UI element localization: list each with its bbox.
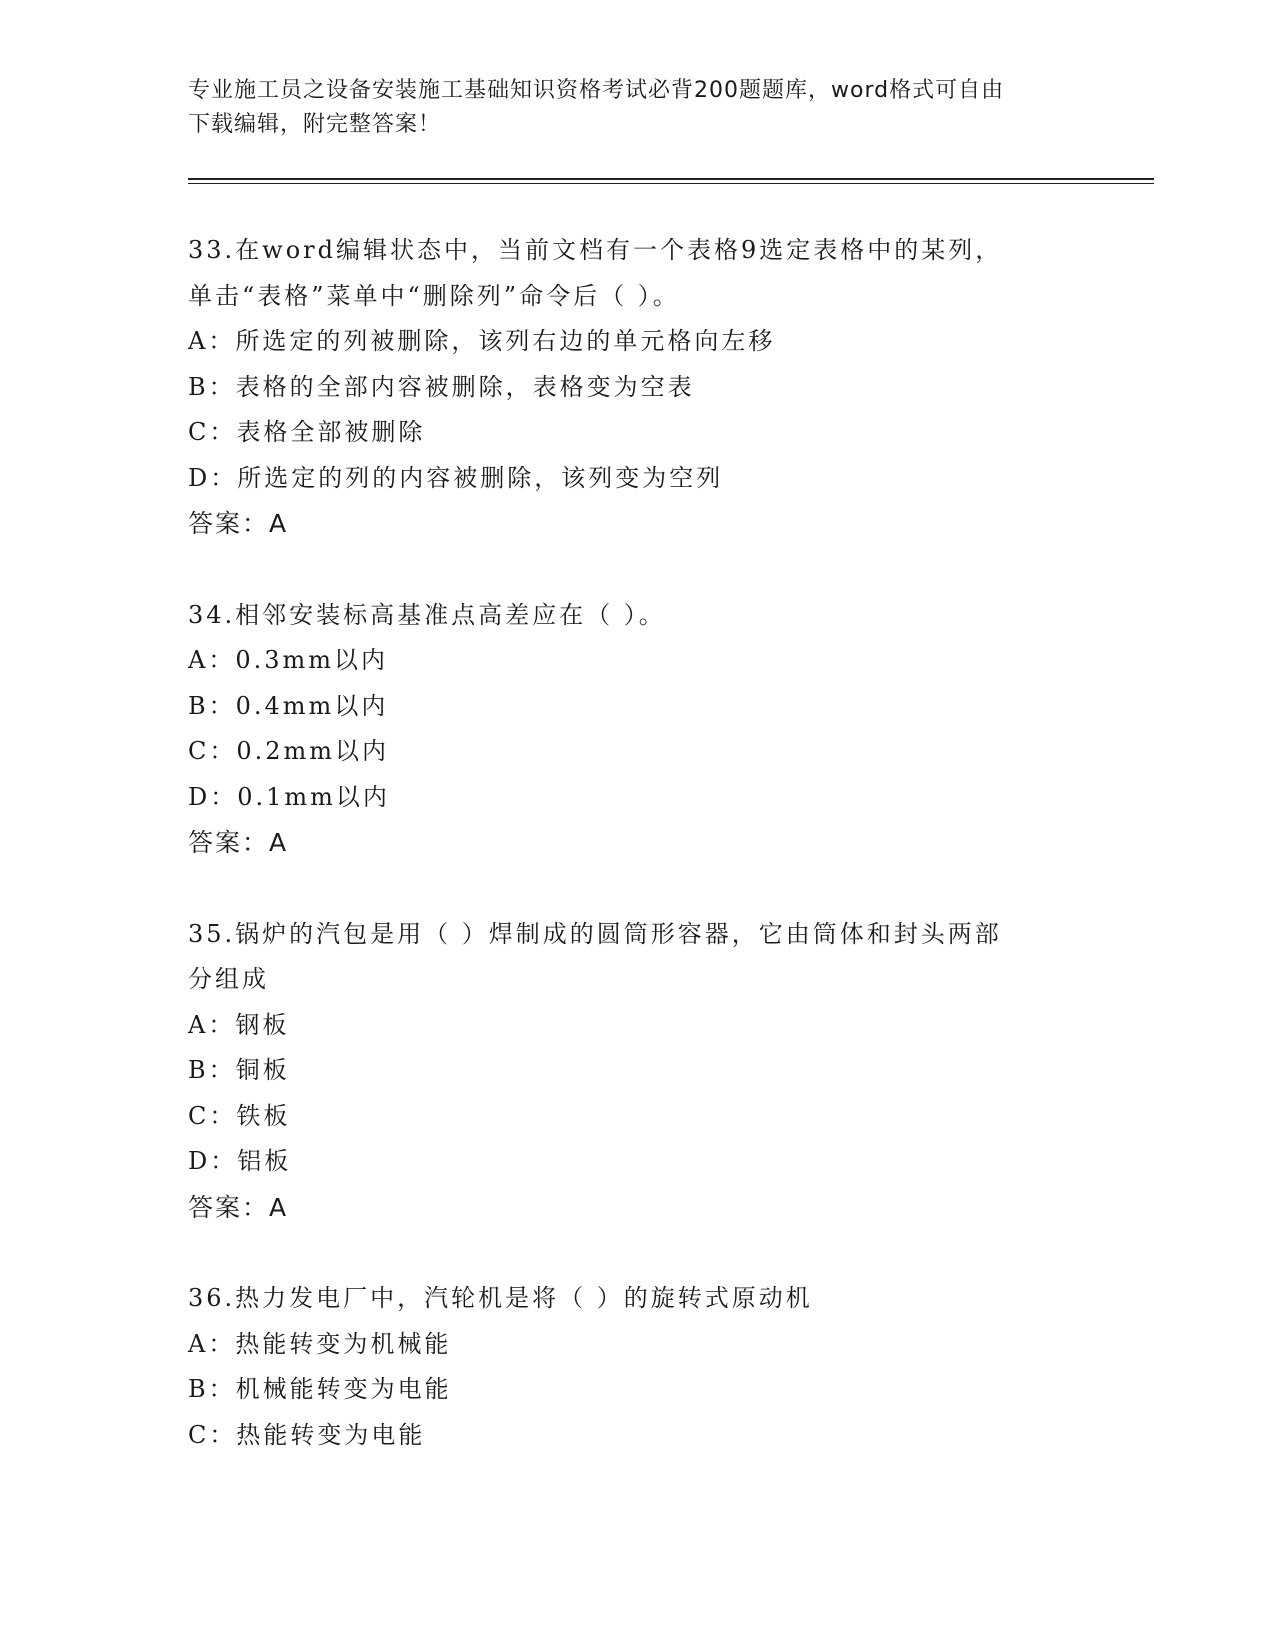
question-35	[188, 912, 1088, 1231]
option-a: A：所选定的列被删除，该列右边的单元格向左移	[188, 327, 776, 355]
document-header	[188, 74, 1088, 142]
answer-line: 答案：A	[188, 828, 289, 857]
option-a: A：热能转变为机械能	[188, 1329, 452, 1358]
option-b: B：0.4mm以内	[188, 691, 389, 720]
option-c: C：热能转变为电能	[188, 1420, 426, 1449]
option-b: B：铜板	[188, 1056, 290, 1084]
answer-line: 答案：A	[188, 509, 289, 538]
option-c: C：表格全部被删除	[188, 418, 426, 446]
question-stem: 33.在word编辑状态中，当前文档有一个表格9选定表格中的某列，	[188, 236, 1003, 264]
option-a: A：0.3mm以内	[188, 646, 389, 674]
question-stem: 34.相邻安装标高基准点高差应在（ ）。	[188, 600, 666, 629]
option-b: B：表格的全部内容被删除，表格变为空表	[188, 372, 695, 401]
option-c: C：0.2mm以内	[188, 737, 390, 765]
option-d: D：0.1mm以内	[188, 782, 390, 811]
question-stem: 35.锅炉的汽包是用（ ）焊制成的圆筒形容器，它由筒体和封头两部	[188, 919, 1002, 948]
option-d: D：所选定的列的内容被删除，该列变为空列	[188, 463, 724, 492]
question-33	[188, 228, 1088, 547]
option-b: B：机械能转变为电能	[188, 1375, 452, 1403]
question-36	[188, 1276, 1088, 1458]
question-stem-continued: 分组成	[188, 965, 269, 993]
option-c: C：铁板	[188, 1101, 291, 1130]
answer-line: 答案：A	[188, 1192, 289, 1222]
header-divider-thin	[188, 183, 1154, 184]
header-title-line-1: 专业施工员之设备安装施工基础知识资格考试必背200题题库，word格式可自由	[188, 78, 1005, 103]
question-stem: 36.热力发电厂中，汽轮机是将（ ）的旋转式原动机	[188, 1284, 813, 1312]
question-34	[188, 593, 1088, 866]
header-divider-thick	[188, 178, 1154, 180]
header-title-line-2: 下载编辑，附完整答案！	[188, 112, 442, 137]
option-a: A：钢板	[188, 1010, 290, 1039]
question-stem-continued: 单击“表格”菜单中“删除列”命令后（ ）。	[188, 281, 680, 310]
question-list	[188, 228, 1088, 1504]
option-d: D：铝板	[188, 1147, 292, 1175]
